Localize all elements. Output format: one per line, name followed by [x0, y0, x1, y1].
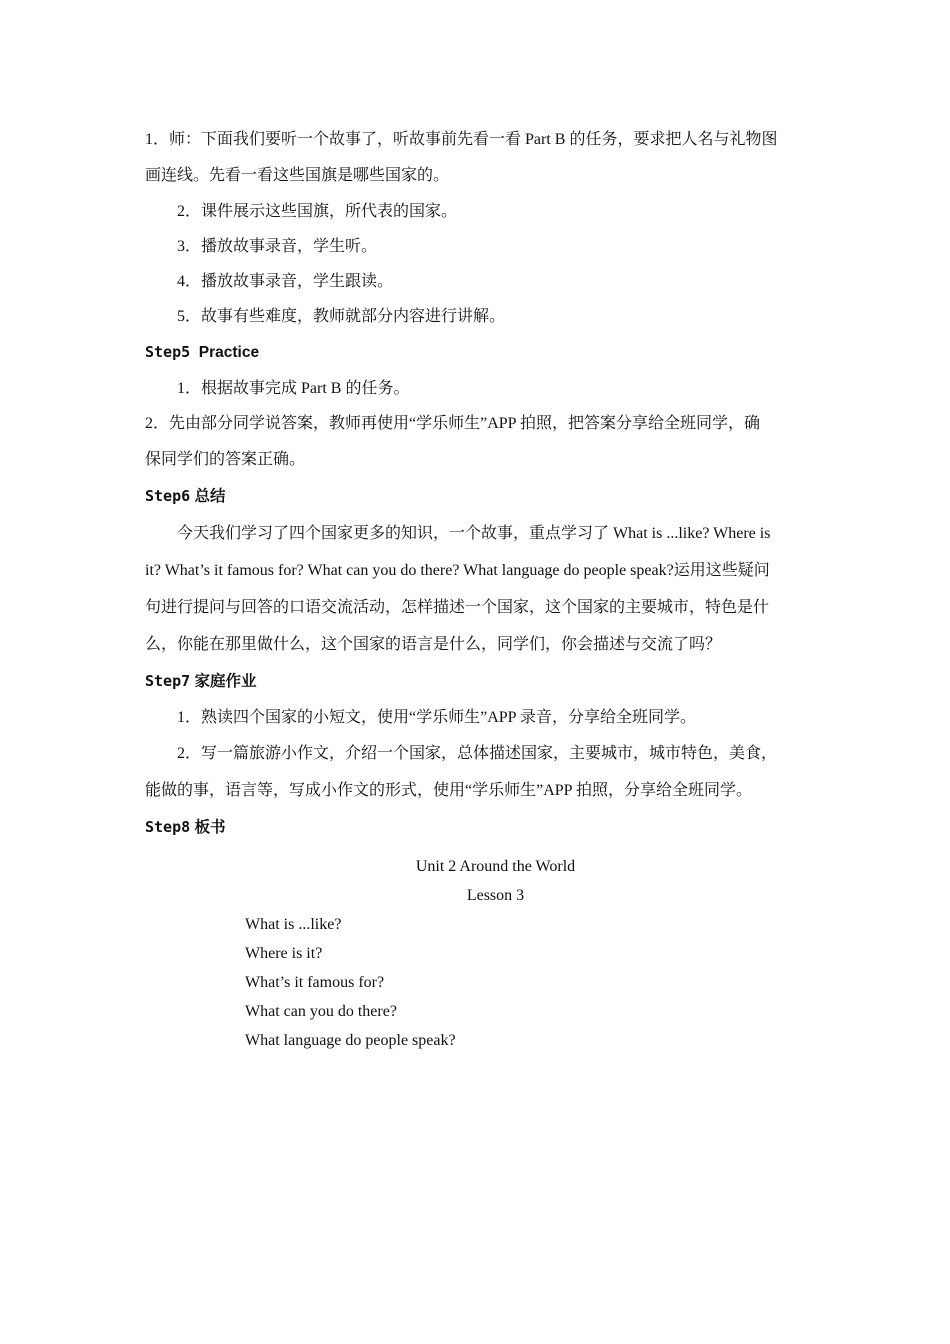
step6-title: 总结	[194, 488, 226, 505]
board-title: Unit 2 Around the World	[415, 858, 576, 875]
step6-summary-line-4: 么，你能在那里做什么，这个国家的语言是什么，同学们，你会描述与交流了吗？	[145, 636, 722, 653]
step8-label: Step8	[145, 818, 191, 836]
step7-heading	[145, 663, 808, 700]
listening-item-5: 5．故事有些难度，教师就部分内容进行讲解。	[177, 308, 506, 325]
listening-item-3: 3．播放故事录音，学生听。	[177, 238, 378, 255]
listening-item-1-line-2: 画连线。先看一看这些国旗是哪些国家的。	[145, 167, 450, 184]
step6-summary-line-2: it? What’s it famous for? What can you do there? What language do people speak?运用这些疑问	[145, 562, 770, 579]
step6-summary-line-1: 今天我们学习了四个国家更多的知识，一个故事，重点学习了 What is ...like? Where is	[177, 525, 771, 542]
step5-item-2-line-1: 2．先由部分同学说答案，教师再使用“学乐师生”APP 拍照，把答案分享给全班同学，确	[145, 415, 760, 432]
listening-item-2: 2．课件展示这些国旗，所代表的国家。	[177, 203, 458, 220]
step5-title: Practice	[198, 344, 260, 361]
step5-heading	[145, 334, 808, 371]
step6-summary-line-3: 句进行提问与回答的口语交流活动，怎样描述一个国家，这个国家的主要城市，特色是什	[145, 599, 770, 616]
step7-item-2-line-1: 2．写一篇旅游小作文，介绍一个国家，总体描述国家，主要城市，城市特色，美食，	[177, 745, 778, 762]
board-question: Where is it?	[245, 945, 323, 962]
step7-label: Step7	[145, 672, 191, 690]
document-body	[145, 122, 808, 1055]
step8-heading	[145, 809, 808, 846]
board-question: What can you do there?	[245, 1003, 397, 1020]
step6-heading	[145, 478, 808, 515]
step5-item-1: 1．根据故事完成 Part B 的任务。	[177, 380, 410, 397]
step7-item-1: 1．熟读四个国家的小短文，使用“学乐师生”APP 录音，分享给全班同学。	[177, 709, 696, 726]
step7-item-2-line-2: 能做的事，语言等，写成小作文的形式，使用“学乐师生”APP 拍照，分享给全班同学。	[145, 782, 752, 799]
board-question: What is ...like?	[245, 916, 342, 933]
listening-item-4: 4．播放故事录音，学生跟读。	[177, 273, 394, 290]
listening-item-1-line-1: 1．师：下面我们要听一个故事了，听故事前先看一看 Part B 的任务，要求把人名与礼物图	[145, 131, 778, 148]
board-question: What’s it famous for?	[245, 974, 385, 991]
board-question-list	[245, 910, 808, 1055]
step8-title: 板书	[194, 819, 226, 836]
board-question: What language do people speak?	[245, 1032, 456, 1049]
step7-title: 家庭作业	[194, 673, 257, 690]
step5-item-2-line-2: 保同学们的答案正确。	[145, 451, 306, 468]
step5-label: Step5	[145, 343, 191, 361]
board-subtitle: Lesson 3	[466, 887, 525, 904]
step6-label: Step6	[145, 487, 191, 505]
